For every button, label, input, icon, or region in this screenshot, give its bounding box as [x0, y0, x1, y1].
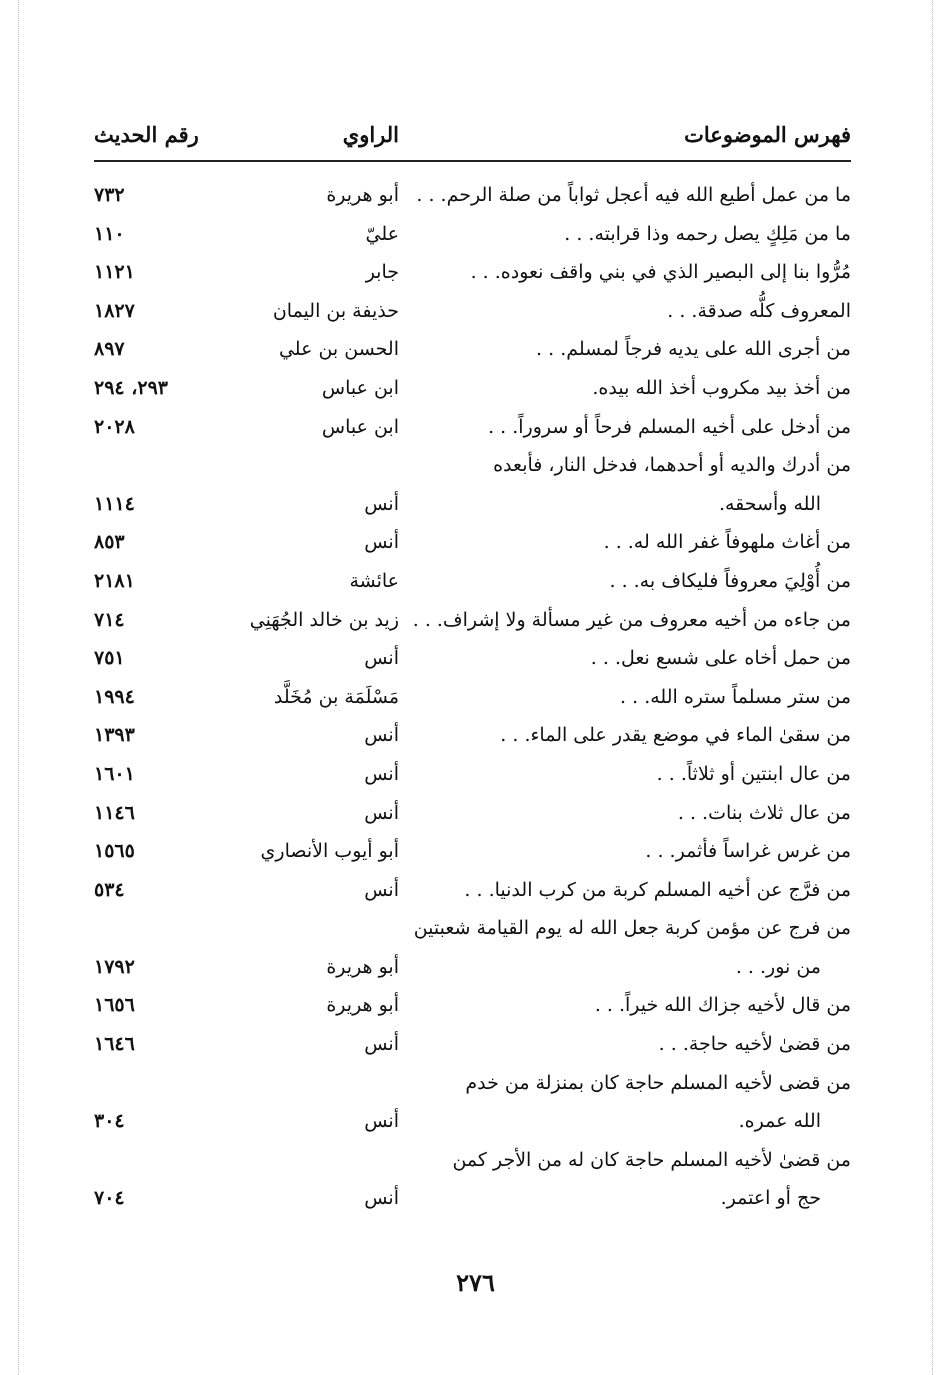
hadith-title: من قال لأخيه جزاك الله خيراً. . .: [594, 994, 851, 1017]
index-row: [80, 952, 851, 991]
index-row: [80, 798, 851, 837]
index-row: [80, 180, 851, 219]
index-row: [80, 566, 851, 605]
hadith-number: ٧٥١: [94, 647, 125, 670]
hadith-narrator: أنس: [364, 801, 399, 824]
index-row: [80, 990, 851, 1029]
index-row: [80, 334, 851, 373]
hadith-number: ٢٩٣، ٢٩٤: [94, 376, 168, 399]
index-row: [80, 836, 851, 875]
hadith-number: ٨٥٣: [94, 531, 125, 554]
hadith-title: ما من مَلِكٍ يصل رحمه وذا قرابته. . .: [564, 222, 851, 245]
hadith-title: من قضىٰ لأخيه المسلم حاجة كان له من الأجر كمن: [452, 1148, 851, 1171]
hadith-narrator: عليّ: [365, 222, 399, 245]
hadith-title: من عال ثلاث بنات. . .: [677, 801, 851, 824]
page-number: ٢٧٦: [456, 1268, 495, 1297]
index-row: [80, 682, 851, 721]
hadith-number: ٢١٨١: [94, 569, 135, 592]
hadith-narrator: أنس: [364, 647, 399, 670]
hadith-narrator: أنس: [364, 1187, 399, 1210]
hadith-number: ١٣٩٣: [94, 724, 135, 747]
hadith-title: من جاءه من أخيه معروف من غير مسألة ولا إشراف. . .: [412, 608, 851, 631]
hadith-title: من أُوْلِيَ معروفاً فليكاف به. . .: [609, 569, 851, 592]
hadith-title: من سقىٰ الماء في موضع يقدر على الماء. . .: [500, 724, 851, 747]
hadith-number: ١٦٤٦: [94, 1033, 135, 1056]
hadith-number: ١١٢١: [94, 261, 135, 284]
index-row: [80, 1106, 851, 1145]
hadith-number: ٨٩٧: [94, 338, 125, 361]
hadith-narrator: أنس: [364, 1033, 399, 1056]
index-row: [80, 1068, 851, 1107]
hadith-title: من فرج عن مؤمن كربة جعل الله له يوم القيامة شعبتين: [413, 917, 851, 940]
scan-margin-right: [932, 0, 933, 1375]
hadith-number: ١٥٦٥: [94, 840, 135, 863]
hadith-title: من حمل أخاه على شسع نعل. . .: [590, 647, 851, 670]
index-row: [80, 720, 851, 759]
hadith-narrator: أنس: [364, 531, 399, 554]
hadith-title: من قضىٰ لأخيه حاجة. . .: [658, 1033, 851, 1056]
hadith-narrator: مَسْلَمَة بن مُخَلَّد: [273, 685, 399, 708]
hadith-title: من عال ابنتين أو ثلاثاً. . .: [656, 762, 851, 785]
hadith-title: المعروف كلُّه صدقة. . .: [667, 299, 851, 322]
index-row: [80, 296, 851, 335]
hadith-title: الله وأسحقه.: [718, 492, 821, 515]
index-row: [80, 527, 851, 566]
hadith-narrator: أنس: [364, 492, 399, 515]
hadith-number: ١١٤٦: [94, 801, 135, 824]
hadith-title: ما من عمل أطيع الله فيه أعجل ثواباً من صلة الرحم. . .: [416, 184, 851, 206]
hadith-narrator: أبو هريرة: [326, 955, 399, 978]
hadith-number: ٧٣٢: [94, 184, 125, 206]
hadith-title: مُرُّوا بنا إلى البصير الذي في بني واقف نعوده. . .: [470, 261, 851, 284]
index-row: [80, 219, 851, 258]
hadith-number: ١١٠: [94, 222, 125, 245]
hadith-number: ١٩٩٤: [94, 685, 135, 708]
hadith-number: ١١١٤: [94, 492, 135, 515]
hadith-narrator: ابن عباس: [321, 376, 399, 399]
hadith-narrator: الحسن بن علي: [278, 338, 399, 361]
hadith-title: من غرس غراساً فأثمر. . .: [645, 840, 851, 863]
hadith-narrator: أنس: [364, 724, 399, 747]
index-row: [80, 759, 851, 798]
hadith-narrator: أبو هريرة: [326, 994, 399, 1017]
hadith-number: ١٨٢٧: [94, 299, 135, 322]
hadith-number: ٢٠٢٨: [94, 415, 135, 438]
index-row: [80, 913, 851, 952]
hadith-narrator: أنس: [364, 762, 399, 785]
hadith-narrator: زيد بن خالد الجُهَنِي: [249, 608, 399, 631]
index-row: [80, 489, 851, 528]
header-narrator: الراوي: [342, 122, 399, 147]
hadith-title: من أدخل على أخيه المسلم فرحاً أو سروراً. . .: [488, 415, 851, 438]
hadith-narrator: أنس: [364, 1110, 399, 1133]
hadith-number: ١٦٥٦: [94, 994, 135, 1017]
index-row: [80, 643, 851, 682]
hadith-number: ١٦٠١: [94, 762, 135, 785]
hadith-title: الله عمره.: [738, 1110, 821, 1133]
index-row: [80, 1145, 851, 1184]
hadith-title: من أخذ بيد مكروب أخذ الله بيده.: [592, 376, 851, 399]
hadith-number: ٧٠٤: [94, 1187, 125, 1210]
hadith-number: ١٧٩٢: [94, 955, 135, 978]
hadith-title: من نور. . .: [735, 955, 821, 978]
hadith-narrator: أبو أيوب الأنصاري: [260, 840, 399, 863]
hadith-narrator: جابر: [365, 261, 399, 284]
index-row: [80, 875, 851, 914]
hadith-title: من ستر مسلماً ستره الله. . .: [620, 685, 851, 708]
header-rule: [94, 160, 851, 162]
index-row: [80, 412, 851, 451]
hadith-number: ٥٣٤: [94, 878, 125, 901]
index-row: [80, 257, 851, 296]
hadith-narrator: حذيفة بن اليمان: [272, 299, 399, 322]
index-row: [80, 1029, 851, 1068]
header-hadith-number: رقم الحديث: [94, 122, 199, 147]
index-row: [80, 605, 851, 644]
index-row: [80, 1183, 851, 1222]
hadith-narrator: أبو هريرة: [326, 184, 399, 206]
hadith-narrator: ابن عباس: [321, 415, 399, 438]
header-title: فهرس الموضوعات: [684, 122, 851, 147]
hadith-title: من قضى لأخيه المسلم حاجة كان بمنزلة من خدم: [465, 1071, 851, 1094]
hadith-title: من فرَّج عن أخيه المسلم كربة من كرب الدنيا. . .: [464, 878, 851, 901]
index-row: [80, 373, 851, 412]
scan-margin-left: [18, 0, 19, 1375]
hadith-title: من أجرى الله على يديه فرجاً لمسلم. . .: [536, 338, 851, 361]
hadith-title: من أغاث ملهوفاً غفر الله له. . .: [603, 531, 851, 554]
hadith-title: حج أو اعتمر.: [720, 1187, 821, 1210]
index-row: [80, 450, 851, 489]
index-list: [80, 180, 851, 1222]
hadith-number: ٧١٤: [94, 608, 125, 631]
hadith-number: ٣٠٤: [94, 1110, 125, 1133]
hadith-title: من أدرك والديه أو أحدهما، فدخل النار، فأبعده: [493, 454, 851, 477]
table-header: [80, 122, 851, 162]
hadith-narrator: عائشة: [349, 569, 399, 592]
hadith-narrator: أنس: [364, 878, 399, 901]
